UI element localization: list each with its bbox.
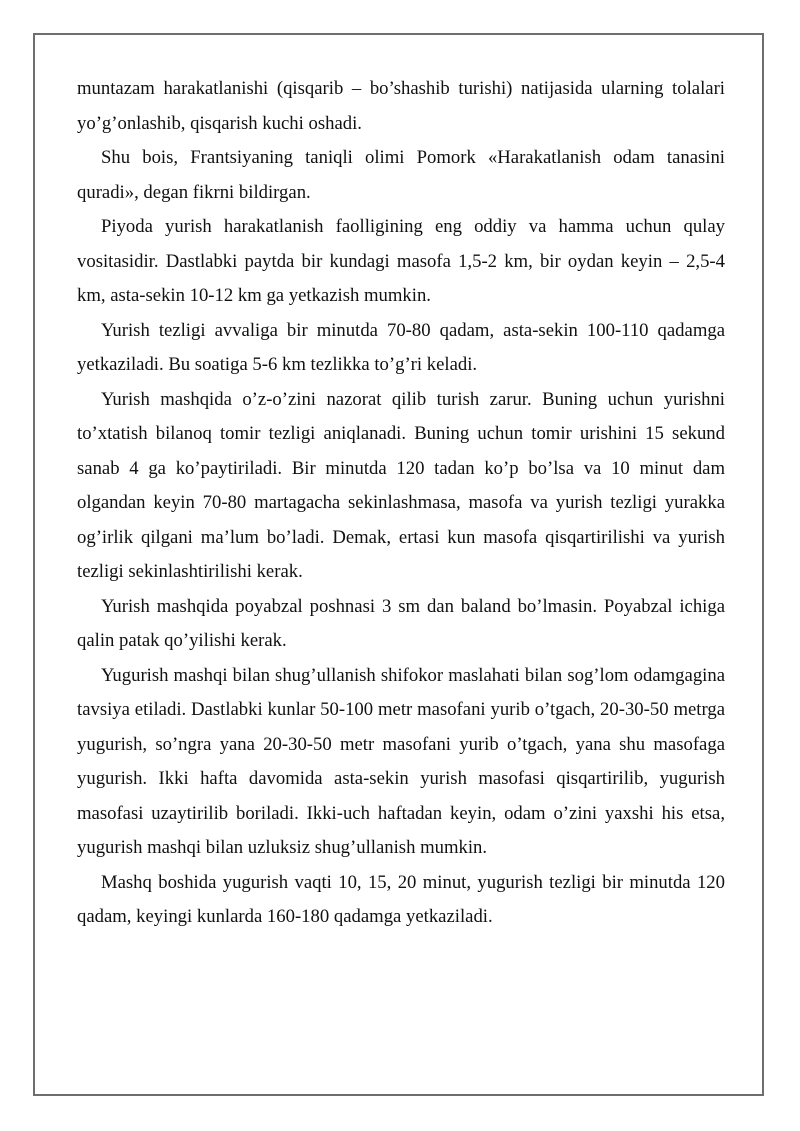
paragraph: Shu bois, Frantsiyaning taniqli olimi Pomork «Harakatlanish odam tanasini quradi», degan fikrni bildirgan. bbox=[77, 147, 725, 203]
paragraph: Piyoda yurish harakatlanish faolligining eng oddiy va hamma uchun qulay vositasidir. Dastlabki paytda bir kundagi masofa 1,5-2 km, bir oydan keyin – 2,5-4 km, asta-sekin 10-12 km ga yetkazish mumkin. bbox=[77, 216, 725, 306]
paragraph: Yurish mashqida o’z-o’zini nazorat qilib turish zarur. Buning uchun yurishni to’xtatish bilanoq tomir tezligi aniqlanadi. Buning uchun tomir urishini 15 sekund sanab 4 ga ko’paytiriladi. Bir minutda 120 tadan ko’p bo’lsa va 10 minut dam olgandan keyin 70-80 martagacha sekinlashmasa, masofa va yurish tezligi yurakka og’irlik qilgani ma’lum bo’ladi. Demak, ertasi kun masofa qisqartirilishi va yurish tezligi sekinlashtirilishi kerak. bbox=[77, 388, 725, 582]
paragraph: Mashq boshida yugurish vaqti 10, 15, 20 minut, yugurish tezligi bir minutda 120 qadam, keyingi kunlarda 160-180 qadamga yetkaziladi. bbox=[77, 871, 725, 927]
paragraph: Yurish tezligi avvaliga bir minutda 70-80 qadam, asta-sekin 100-110 qadamga yetkaziladi. Bu soatiga 5-6 km tezlikka to’g’ri keladi. bbox=[77, 319, 725, 375]
document-body bbox=[77, 72, 725, 935]
paragraph: Yugurish mashqi bilan shug’ullanish shifokor maslahati bilan sog’lom odamgagina tavsiya etiladi. Dastlabki kunlar 50-100 metr masofani yurib o’tgach, 20-30-50 metrga yugurish, so’ngra yana 20-30-50 metr masofani yurib o’tgach, yana shu masofaga yugurish. Ikki hafta davomida asta-sekin yurish masofasi qisqartirilib, yugurish masofasi uzaytirilib boriladi. Ikki-uch haftadan keyin, odam o’zini yaxshi his etsa, yugurish mashqi bilan uzluksiz shug’ullanish mumkin. bbox=[77, 664, 725, 858]
paragraph: Yurish mashqida poyabzal poshnasi 3 sm dan baland bo’lmasin. Poyabzal ichiga qalin patak qo’yilishi kerak. bbox=[77, 595, 725, 651]
paragraph-continuation: muntazam harakatlanishi (qisqarib – bo’shashib turishi) natijasida ularning tolalari yo’g’onlashib, qisqarish kuchi oshadi. bbox=[77, 78, 725, 134]
